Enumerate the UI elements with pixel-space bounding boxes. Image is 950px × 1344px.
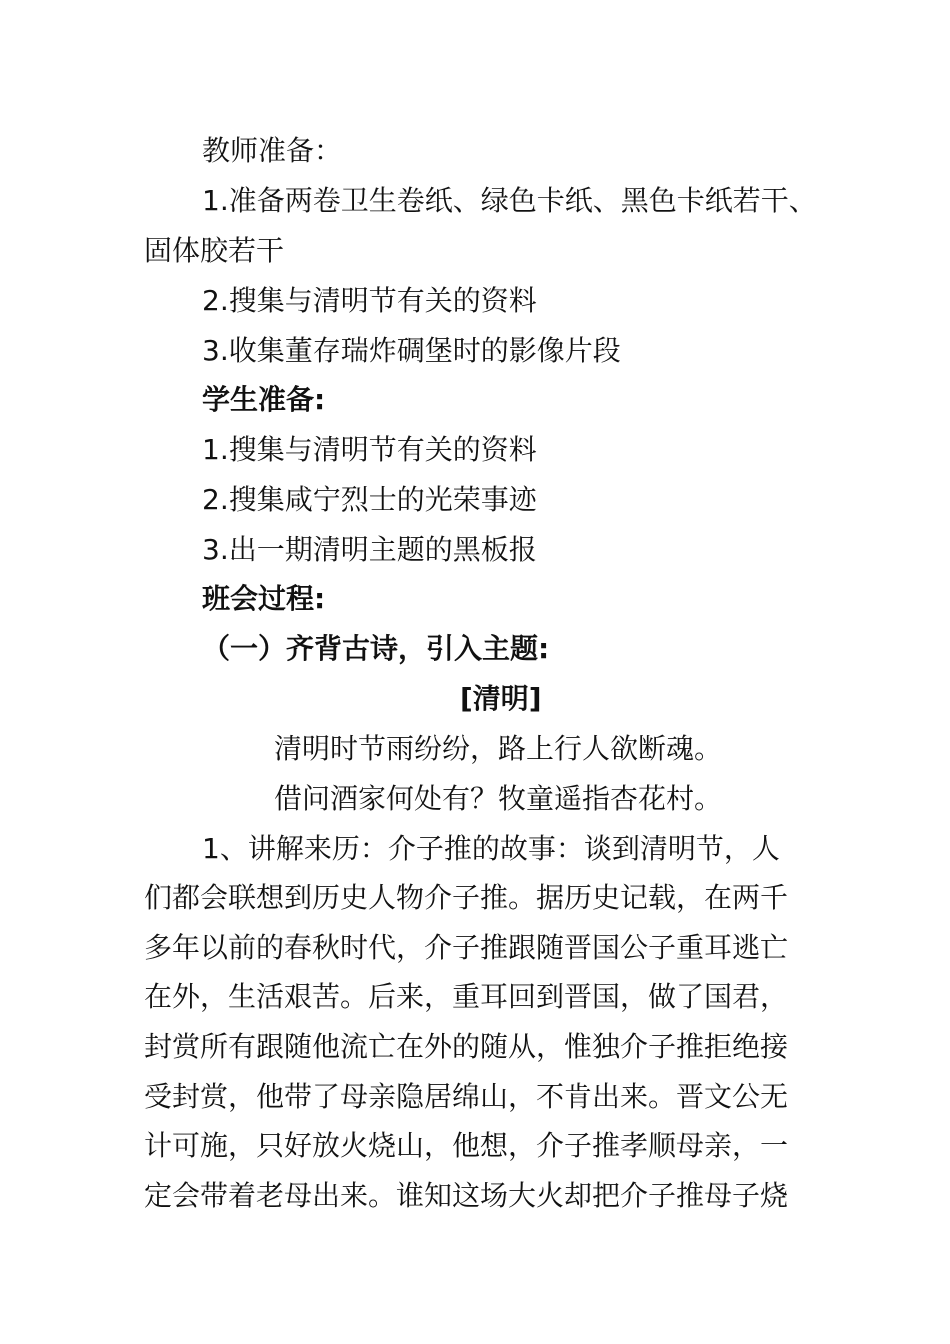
story-line-6: 受封赏，他带了母亲隐居绵山，不肯出来。晋文公无	[144, 1080, 789, 1113]
teacher-item-1-continuation: 固体胶若干	[144, 234, 285, 267]
teacher-item-3: 3.收集董存瑞炸碉堡时的影像片段	[202, 334, 621, 367]
section-one-title: （一）齐背古诗，引入主题:	[202, 632, 550, 665]
teacher-item-1: 1.准备两卷卫生卷纸、绿色卡纸、黑色卡纸若干、	[202, 184, 817, 217]
poem-line-2: 借问酒家何处有？牧童遥指杏花村。	[274, 782, 723, 815]
poem-line-1: 清明时节雨纷纷，路上行人欲断魂。	[274, 732, 723, 765]
story-line-7: 计可施，只好放火烧山，他想，介子推孝顺母亲，一	[144, 1129, 789, 1162]
teacher-prep-heading: 教师准备：	[202, 134, 343, 167]
student-prep-heading: 学生准备:	[202, 383, 326, 416]
story-line-1: 1、讲解来历：介子推的故事：谈到清明节，人	[202, 832, 780, 865]
story-line-5: 封赏所有跟随他流亡在外的随从，惟独介子推拒绝接	[144, 1030, 789, 1063]
story-line-8: 定会带着老母出来。谁知这场大火却把介子推母子烧	[144, 1179, 789, 1212]
student-item-2: 2.搜集咸宁烈士的光荣事迹	[202, 483, 537, 516]
teacher-item-2: 2.搜集与清明节有关的资料	[202, 284, 537, 317]
student-item-1: 1.搜集与清明节有关的资料	[202, 433, 537, 466]
story-line-3: 多年以前的春秋时代，介子推跟随晋国公子重耳逃亡	[144, 931, 789, 964]
story-line-4: 在外，生活艰苦。后来，重耳回到晋国，做了国君，	[144, 980, 789, 1013]
student-item-3: 3.出一期清明主题的黑板报	[202, 533, 537, 566]
process-heading: 班会过程:	[202, 582, 326, 615]
story-line-2: 们都会联想到历史人物介子推。据历史记载，在两千	[144, 881, 789, 914]
poem-title: [清明]	[460, 682, 542, 715]
